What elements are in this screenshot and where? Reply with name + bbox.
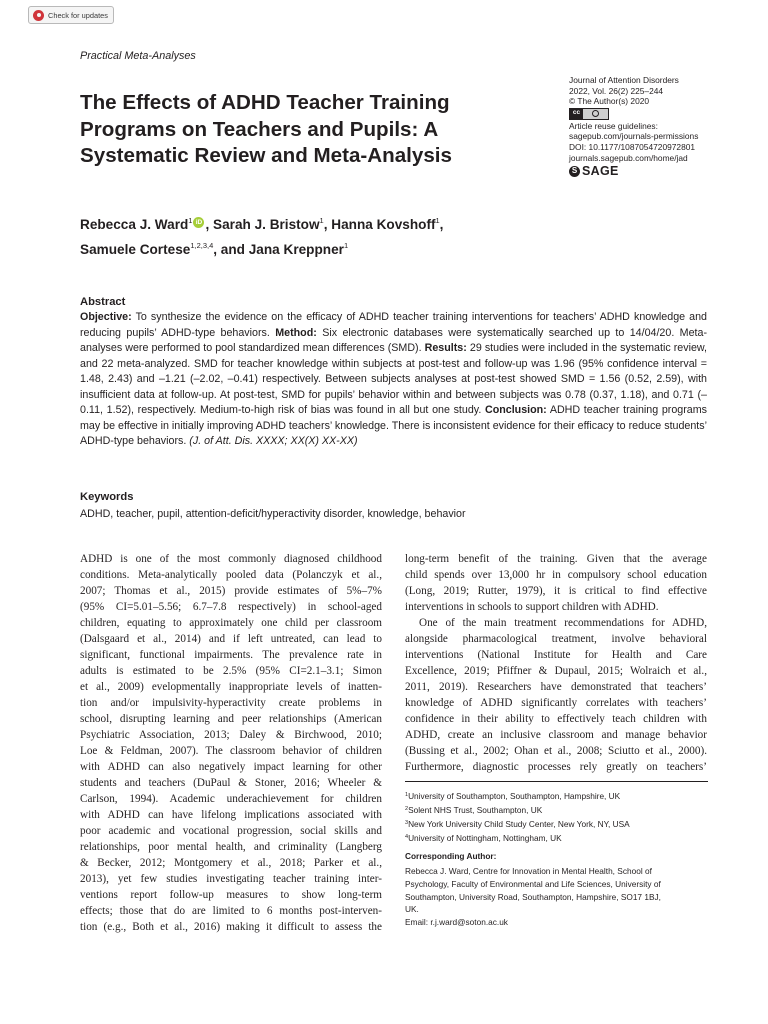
body-text-line: ADHD is one of the most commonly diagnosed childhood: [80, 553, 382, 565]
orcid-icon[interactable]: iD: [193, 217, 204, 228]
body-text-line: ventions report follow-up measures to show long-term: [80, 889, 382, 901]
affiliation-marker: 4: [405, 833, 409, 840]
body-text-line: alongside pharmacological treatment, involve behavioral: [405, 633, 707, 645]
body-text-line: 2013), yet few studies investigating teacher training inter-: [80, 873, 382, 885]
author-name: , Hanna Kovshoff: [323, 217, 436, 232]
body-text-line: One of the main treatment recommendations for ADHD,: [419, 617, 707, 629]
check-for-updates-label: Check for updates: [48, 10, 108, 20]
affiliation-marker: 3: [405, 819, 409, 826]
body-text-line: tion (e.g., Both et al., 2016) making it difficult to assess the: [80, 921, 382, 933]
affiliation-text: University of Southampton, Southampton, Hampshire, UK: [408, 791, 621, 801]
body-text-line: poor academic and vocational progression, social skills and: [80, 825, 382, 837]
body-text-line: long-term benefit of the training. Given that the average: [405, 553, 707, 565]
abstract-conclusion: ADHD teacher training programs may be effective in initially improving ADHD teachers’ knowledge. There is inconsistent evidence for their efficacy to reduce students’ ADHD-type behaviors.: [80, 404, 707, 447]
journal-volume: 2022, Vol. 26(2) 225–244: [569, 85, 664, 96]
body-text-line: ADHD, create an inclusive classroom and manage behavior: [405, 729, 707, 741]
body-text-line: (Dalsgaard et al., 2014) and if left untreated, can lead to: [80, 633, 382, 645]
author-separator: ,: [439, 217, 444, 232]
journal-home-link[interactable]: journals.sagepub.com/home/jad: [569, 152, 688, 163]
body-text-line: child spends over 13,000 hr in compulsory school education: [405, 569, 707, 581]
abstract-objective-label: Objective:: [80, 311, 132, 323]
affiliation-marker: 2: [405, 805, 409, 812]
body-text-line: confidence in their ability to effectively teach children with: [405, 713, 707, 725]
crossmark-icon: [33, 10, 44, 21]
author-affiliation-marker: 1: [188, 216, 193, 225]
author-name: , Sarah J. Bristow: [205, 217, 320, 232]
body-text-line: effects; those that do are limited to 6 months post-interven-: [80, 905, 382, 917]
body-text-line: students and teachers (DuPaul & Stoner, 2016; Wheeler &: [80, 777, 382, 789]
author-name: Rebecca J. Ward: [80, 217, 189, 232]
creative-commons-icon[interactable]: [569, 108, 609, 120]
affiliation-text: University of Nottingham, Nottingham, UK: [408, 832, 562, 843]
affiliation-marker: 1: [405, 792, 409, 798]
body-text-line: adults is estimated to be 2.5% (95% CI=2.1–3.1; Simon: [80, 665, 382, 677]
affiliation-text: Solent NHS Trust, Southampton, UK: [408, 804, 543, 815]
check-for-updates-button[interactable]: [28, 6, 114, 24]
affiliation-item: [405, 803, 708, 817]
body-text-line: knowledge of ADHD significantly correlates with teachers’: [405, 697, 707, 709]
corresponding-address-line: Rebecca J. Ward, Centre for Innovation in Mental Health, School of: [405, 866, 652, 876]
body-text-line: tion and/or impulsivity-hyperactivity create problems in: [80, 697, 382, 709]
body-text-line: Psychiatric Association, 2013; Daley & Birchwood, 2010;: [80, 729, 382, 741]
body-text-line: with ADHD can have lifelong implications associated with: [80, 809, 382, 821]
corresponding-author-details: [405, 865, 708, 929]
copyright: © The Author(s) 2020: [569, 96, 650, 107]
corresponding-author-heading: Corresponding Author:: [405, 851, 497, 861]
article-title: [80, 90, 520, 170]
body-text-line: (Bussing et al., 2002; Ohan et al., 2008; Sciutto et al., 2000).: [405, 745, 707, 757]
body-text-line: Excellence, 2019; Pfiffner & Dupaul, 2015; Wolraich et al.,: [405, 665, 707, 677]
body-text-line: Furthermore, diagnostic processes rely greatly on teachers’: [405, 761, 707, 773]
journal-info: [569, 75, 749, 177]
body-text-line: Loe & Feldman, 2007). The classroom behavior of children: [80, 745, 382, 757]
body-text-line: school, disrupting learning and peer relationships (American: [80, 713, 382, 725]
body-text-line: 2011, 2019). Researchers have demonstrated that teachers’: [405, 681, 707, 693]
keywords-heading: Keywords: [80, 491, 134, 503]
abstract-results: 29 studies were included in the systematic review, and 22 meta-analyzed. SMD for teacher knowledge within subjects at post-test and follow-up was 1.96 (95% confidence interval = 1.48, 2.43) and –1.21 (–2.02, –0.41) respectively. Between subjects analyses at post-test showed SMD = 1.56 (0.52, 2.59), with insufficient data at follow-up. At post-test, SMD for pupils’ behavior within and between subjects was 0.78 (0.37, 1.18), and 0.71 (–0.11, 1.52), respectively. Medium-to-high risk of bias was found in all but one study.: [80, 342, 707, 416]
title-line: Systematic Review and Meta-Analysis: [80, 144, 452, 167]
author-name: Samuele Cortese: [80, 241, 191, 257]
body-column-right: [405, 551, 707, 775]
body-text-line: & Becker, 2012; Montgomery et al., 2018; Parker et al.,: [80, 857, 382, 869]
footnote-divider: [405, 781, 708, 782]
body-text-line: 2007; Thomas et al., 2015) provide estimates of 5%–7%: [80, 585, 382, 597]
abstract-method: Six electronic databases were systematically searched up to 14/04/20. Meta-analyses were performed to pool standardized mean differences (SMD).: [80, 326, 708, 354]
body-text-line: interventions in schools to support children with ADHD.: [405, 601, 659, 613]
permissions-link[interactable]: sagepub.com/journals-permissions: [569, 131, 699, 142]
affiliation-item: [405, 831, 708, 845]
corresponding-address-line: UK.: [405, 904, 419, 915]
affiliations: [405, 789, 708, 845]
sage-logo: [569, 166, 749, 177]
abstract-conclusion-label: Conclusion:: [484, 404, 547, 416]
body-column-left: [80, 551, 382, 935]
author-line: [80, 211, 700, 236]
corresponding-address-line: Southampton, University Road, Southampton, Hampshire, SO17 1BJ,: [405, 891, 661, 902]
affiliation-item: [405, 817, 708, 831]
author-affiliation-marker: 1: [319, 216, 324, 225]
body-text-line: et al., 2009) evelopmentally inappropriate levels of inatten-: [80, 681, 382, 693]
body-text-line: significant, functional impairments. The prevalence rate in: [80, 649, 382, 661]
keywords-list: ADHD, teacher, pupil, attention-deficit/hyperactivity disorder, knowledge, behavior: [80, 508, 466, 520]
body-text-line: conditions. Meta-analytically pooled data (Polanczyk et al.,: [80, 569, 382, 581]
affiliation-text: New York University Child Study Center, New York, NY, USA: [408, 818, 630, 829]
body-text-line: (95% CI=5.01–5.56; 6.7–7.8 respectively) in school-aged: [80, 601, 382, 613]
cc-mark: cc: [570, 109, 583, 119]
attribution-icon: [583, 109, 608, 119]
author-affiliation-marker: 1,2,3,4: [190, 240, 214, 250]
abstract-results-label: Results:: [424, 342, 467, 354]
author-line: [80, 236, 700, 261]
reuse-guidelines-label: Article reuse guidelines:: [569, 120, 658, 131]
author-name: , and Jana Kreppner: [213, 241, 344, 257]
affiliation-item: [405, 789, 708, 803]
abstract-method-label: Method:: [275, 326, 317, 339]
abstract-heading: Abstract: [80, 296, 126, 308]
sage-mark-icon: S: [569, 166, 580, 177]
doi-link[interactable]: DOI: 10.1177/1087054720972801: [569, 141, 696, 152]
abstract-citation: (J. of Att. Dis. XXXX; XX(X) XX-XX): [189, 435, 358, 447]
section-label: Practical Meta-Analyses: [80, 50, 196, 62]
body-text-line: with ADHD can also negatively impact learning for other: [80, 761, 382, 773]
abstract-objective: To synthesize the evidence on the efficacy of ADHD teacher training interventions for teachers’ ADHD knowledge and reducing pupils’ ADHD-type behaviors.: [80, 311, 707, 339]
sage-wordmark: SAGE: [582, 164, 619, 179]
body-text-line: (Long, 2019; Rutter, 1979), it is critical to find effective: [405, 585, 707, 597]
body-text-line: interventions (National Institute for Health and Care: [405, 649, 707, 661]
author-affiliation-marker: 1: [435, 216, 440, 225]
body-text-line: relationships, poor mental health, and criminality (Langberg: [80, 841, 382, 853]
title-line: The Effects of ADHD Teacher Training: [80, 91, 450, 114]
journal-name: Journal of Attention Disorders: [569, 75, 679, 85]
abstract-body: [80, 310, 707, 450]
corresponding-email[interactable]: Email: r.j.ward@soton.ac.uk: [405, 917, 508, 928]
body-text-line: children, equating to approximately one child per classroom: [80, 617, 382, 629]
author-affiliation-marker: 1: [343, 240, 349, 250]
corresponding-address-line: Psychology, Faculty of Environmental and Life Sciences, University of: [405, 878, 661, 889]
author-list: [80, 211, 700, 260]
body-text-line: Carlson, 1994). Academic underachievement for children: [80, 793, 382, 805]
title-line: Programs on Teachers and Pupils: A: [80, 117, 439, 141]
